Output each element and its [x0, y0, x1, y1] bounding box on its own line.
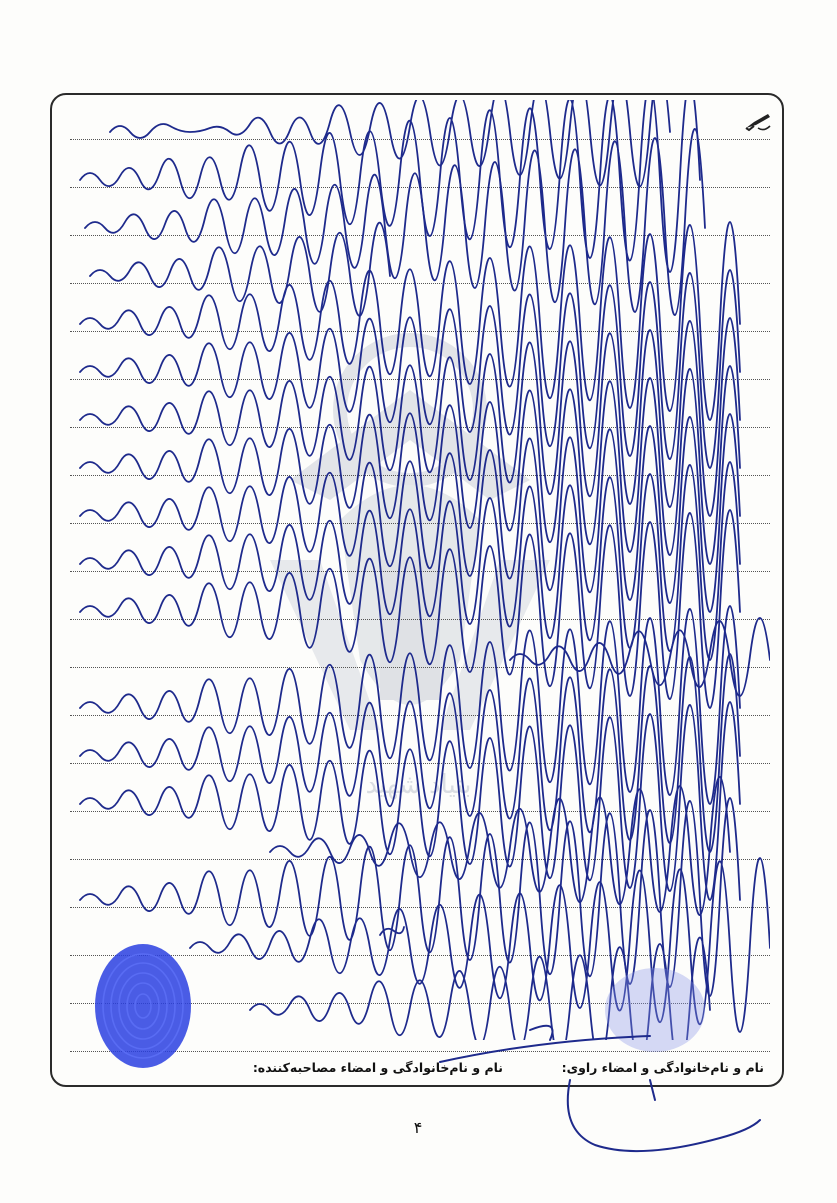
signature [420, 1020, 780, 1170]
ruled-lines [70, 100, 770, 1040]
narrator-signature-label: نام و نام‌خانوادگی و امضاء راوی: [561, 1060, 764, 1075]
interviewer-signature-label: نام و نام‌خانوادگی و امضاء مصاحبه‌کننده: [252, 1060, 503, 1075]
watermark-text: بنیاد شهید [365, 770, 472, 800]
fingerprint-stamp [88, 938, 198, 1073]
handwritten-text [70, 100, 770, 1040]
page-number: ۴ [413, 1118, 423, 1137]
